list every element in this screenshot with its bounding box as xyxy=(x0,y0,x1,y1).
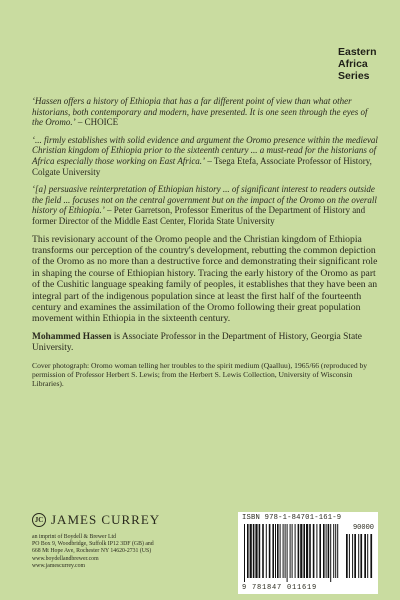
barcode-graphic xyxy=(242,524,374,582)
publisher-logo-row xyxy=(32,512,222,528)
publisher-line: 668 Mt Hope Ave, Rochester NY 14620-2731 (US) xyxy=(32,548,152,555)
author-bio xyxy=(32,332,378,354)
author-name: Mohammed Hassen xyxy=(32,331,112,342)
barcode-bar xyxy=(290,524,291,578)
barcode-bar xyxy=(285,524,286,578)
barcode-bar xyxy=(330,524,331,582)
barcode-bar xyxy=(253,524,255,578)
quote-text: ‘Hassen offers a history of Ethiopia that has a far different point of view than what other historians, both contemporary and modern, have presented. It is one seen through the eyes of the Oromo.’ xyxy=(32,96,368,128)
series-line-3: Series xyxy=(338,70,370,82)
barcode-bar xyxy=(328,524,330,578)
publisher-name: JAMES CURREY xyxy=(51,512,161,527)
barcode-addon-bar xyxy=(360,534,362,578)
cover-credit: Cover photograph: Oromo woman telling her troubles to the spirit medium (Qaalluu), 1965/66 (reproduced by permission of Professor Herbert S. Lewis; from the Herbert S. Lewis Collection, University of Wisconsin Libraries). xyxy=(32,360,368,388)
publisher-address xyxy=(32,534,222,570)
quote-text: ‘... firmly establishes with solid evidence and argument the Oromo presence within the medieval Christian kingdom of Ethiopia prior to the sixteenth century ... a must-read for the historians of Africa especially those working on East Africa.’ xyxy=(32,134,378,166)
barcode-bar xyxy=(316,524,317,578)
barcode-addon-bar xyxy=(364,534,366,578)
barcode-bar xyxy=(275,524,276,578)
barcode-bar xyxy=(280,524,281,578)
quote-source: – Tsega Etefa, Associate Professor of History, Colgate University xyxy=(32,155,372,177)
book-description: This revisionary account of the Oromo people and the Christian kingdom of Ethiopia transforms our perception of the country's development, rebutting the common depiction of the Oromo as no more than a destructive force and demonstrating their significant role in shaping the course of Ethiopian history. Tracing the early history of the Oromo as part of the Cushitic language speaking family of peoples, it establishes that they have been an integral part of the indigenous population since at least the first half of the fourteenth century and examines the assimilation of the Oromo following their great population movement within Ethiopia in the sixteenth century. xyxy=(32,233,378,325)
barcode-addon-bar xyxy=(367,534,368,578)
barcode-bar xyxy=(262,524,264,578)
barcode-bar xyxy=(266,524,267,578)
barcode-bar xyxy=(309,524,311,578)
barcode-addon-bar xyxy=(352,534,353,578)
barcode-bar xyxy=(272,524,274,578)
barcode-bar xyxy=(300,524,302,578)
barcode-bar xyxy=(250,524,252,578)
publisher-line: www.boydellandbrewer.com xyxy=(32,555,99,562)
series-line-2: Africa xyxy=(338,58,368,70)
isbn-text: ISBN 978-1-84701-161-9 xyxy=(242,514,342,522)
barcode-digits: 9 781847 011619 xyxy=(242,584,318,592)
barcode-bar xyxy=(319,524,321,578)
barcode-addon-bar xyxy=(346,534,348,578)
barcode-addon-bar xyxy=(370,534,372,578)
barcode-bar xyxy=(277,524,279,578)
series-title xyxy=(338,46,398,82)
barcode-bar xyxy=(292,524,293,578)
review-quote-3 xyxy=(32,184,378,226)
barcode-bar xyxy=(337,524,338,578)
barcode-bar xyxy=(313,524,315,578)
barcode-bar xyxy=(247,524,249,578)
barcode-bar xyxy=(269,524,271,578)
barcode-bar xyxy=(333,524,334,578)
barcode-bar xyxy=(306,524,308,578)
barcode-bar xyxy=(303,524,305,578)
barcode-bar xyxy=(287,524,288,582)
quote-text: ‘[a] persuasive reinterpretation of Ethiopian history ... of significant interest to readers outside the field ... focuses not on the central government but on the impact of the Oromo on the overall history of Ethiopia.’ xyxy=(32,184,377,216)
barcode-bar xyxy=(335,524,336,578)
review-quote-2 xyxy=(32,135,378,177)
quote-source: – Peter Garretson, Professor Emeritus of the Department of History and former Director of the Middle East Center, Florida State University xyxy=(32,205,366,226)
barcode-bar xyxy=(326,524,327,578)
series-line-1: Eastern xyxy=(338,46,377,58)
barcode-panel xyxy=(238,512,378,594)
publisher-block xyxy=(32,512,222,570)
barcode-addon-bar xyxy=(349,534,350,578)
barcode-addon-bar xyxy=(354,534,356,578)
barcode-bar xyxy=(283,524,284,578)
barcode-bar xyxy=(295,524,296,578)
barcode-bar xyxy=(323,524,325,578)
author-affiliation: is Associate Professor in the Department of History, Georgia State University. xyxy=(32,331,362,353)
publisher-line: an imprint of Boydell & Brewer Ltd xyxy=(32,534,117,540)
barcode-bar xyxy=(255,524,257,578)
price-addon-code: 90000 xyxy=(352,524,374,532)
back-cover-text xyxy=(32,96,378,388)
publisher-line: PO Box 9, Woodbridge, Suffolk IP12 3DF (GB) and xyxy=(32,541,154,548)
quote-source: – CHOICE xyxy=(75,117,119,128)
barcode-bar xyxy=(244,524,245,582)
publisher-line: www.jamescurrey.com xyxy=(32,562,86,569)
publisher-logo-icon: JC xyxy=(32,513,46,527)
barcode-addon-bar xyxy=(358,534,359,578)
review-quote-1 xyxy=(32,96,378,128)
barcode-bar xyxy=(298,524,300,578)
barcode-bar xyxy=(259,524,261,578)
